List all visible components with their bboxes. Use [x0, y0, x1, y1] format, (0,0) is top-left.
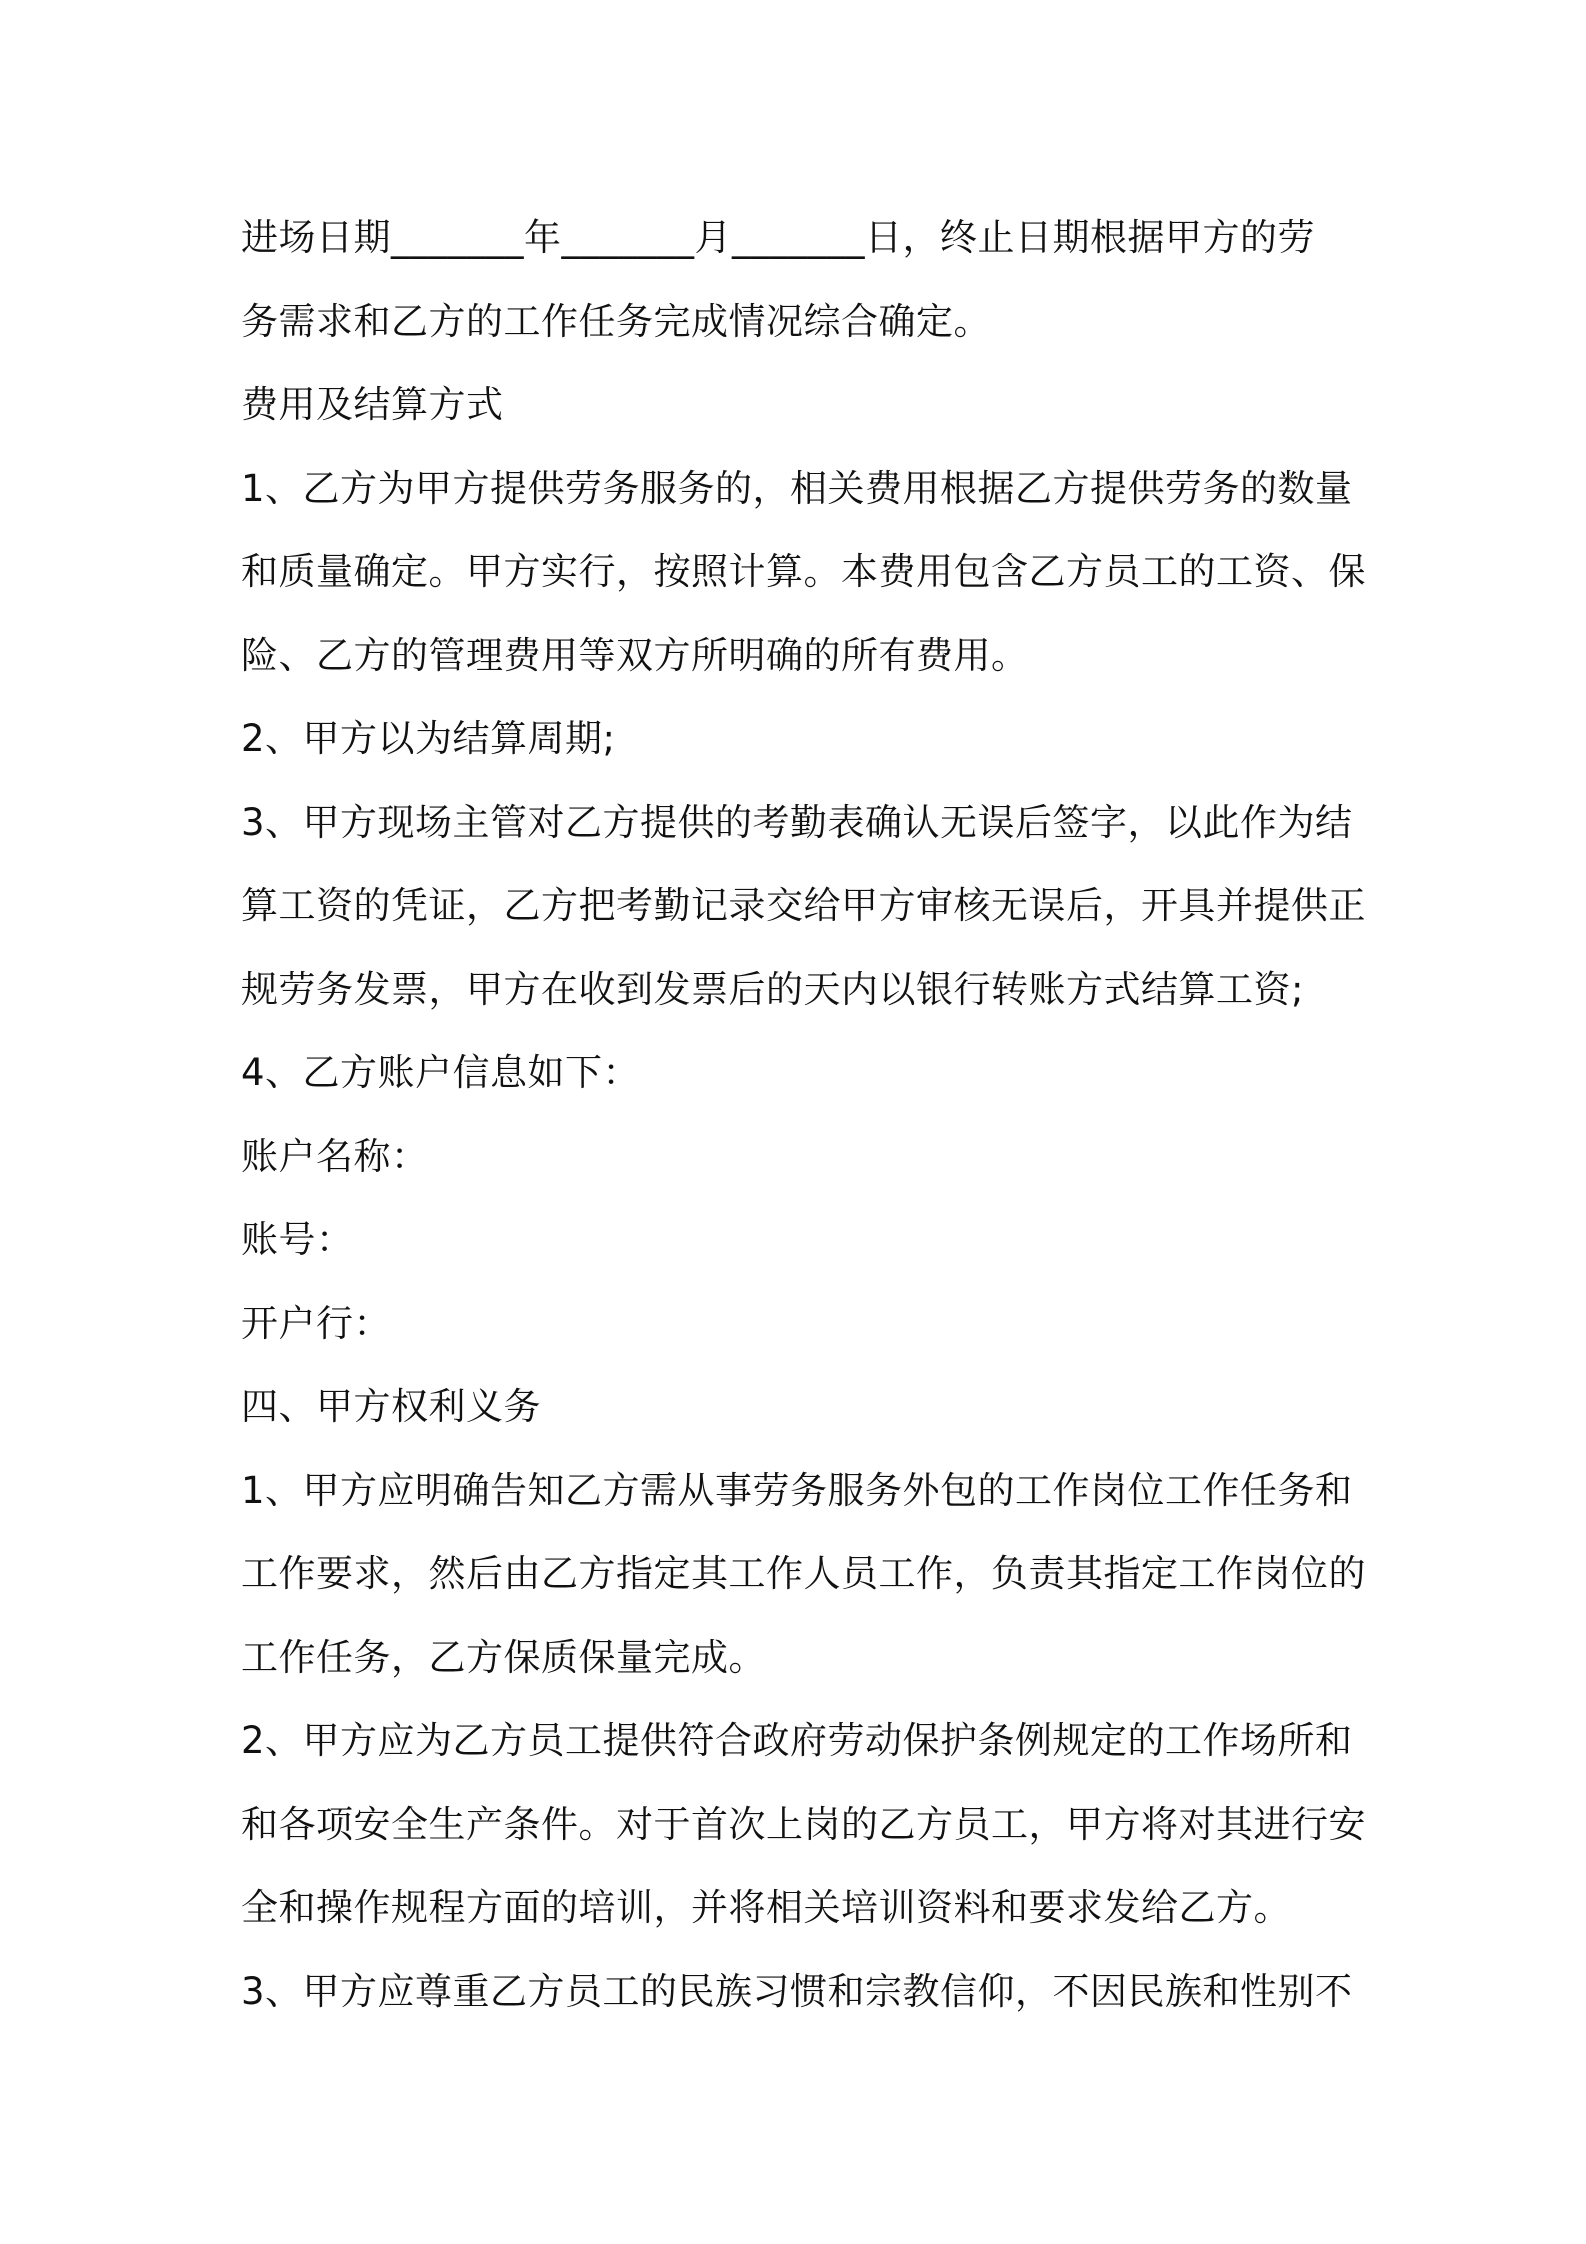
paragraph-line: 险、乙方的管理费用等双方所明确的所有费用。 [241, 633, 1029, 677]
paragraph-line: 4、乙方账户信息如下： [241, 1051, 641, 1094]
paragraph-line: 1、乙方为甲方提供劳务服务的，相关费用根据乙方提供劳务的数量 [241, 466, 1353, 510]
paragraph-line: 规劳务发票，甲方在收到发票后的天内以银行转账方式结算工资; [241, 967, 1304, 1011]
section-heading: 四、甲方权利义务 [241, 1385, 541, 1428]
paragraph-line: 2、甲方以为结算周期; [241, 717, 616, 760]
paragraph-line: 3、甲方应尊重乙方员工的民族习惯和宗教信仰，不因民族和性别不 [241, 1969, 1353, 2013]
paragraph-line: 1、甲方应明确告知乙方需从事劳务服务外包的工作岗位工作任务和 [241, 1468, 1353, 1512]
paragraph-line: 务需求和乙方的工作任务完成情况综合确定。 [241, 299, 991, 343]
paragraph-line: 3、甲方现场主管对乙方提供的考勤表确认无误后签字，以此作为结 [241, 800, 1353, 844]
document-body [241, 196, 1366, 2033]
paragraph-line: 工作任务，乙方保质保量完成。 [241, 1635, 766, 1679]
paragraph-line: 和质量确定。甲方实行，按照计算。本费用包含乙方员工的工资、保 [241, 550, 1366, 593]
bank-label: 开户行： [241, 1301, 391, 1345]
paragraph-line: 算工资的凭证，乙方把考勤记录交给甲方审核无误后，开具并提供正 [241, 884, 1366, 927]
section-heading: 费用及结算方式 [241, 383, 504, 426]
paragraph-line: 全和操作规程方面的培训，并将相关培训资料和要求发给乙方。 [241, 1886, 1291, 1929]
account-number-label: 账号： [241, 1218, 354, 1261]
paragraph-line: 2、甲方应为乙方员工提供符合政府劳动保护条例规定的工作场所和 [241, 1719, 1353, 1762]
paragraph-line: 工作要求，然后由乙方指定其工作人员工作，负责其指定工作岗位的 [241, 1552, 1366, 1595]
paragraph-line: 和各项安全生产条件。对于首次上岗的乙方员工，甲方将对其进行安 [241, 1802, 1366, 1846]
account-name-label: 账户名称： [241, 1134, 429, 1178]
paragraph-line: 进场日期_______年_______月_______日，终止日期根据甲方的劳 [241, 216, 1315, 259]
